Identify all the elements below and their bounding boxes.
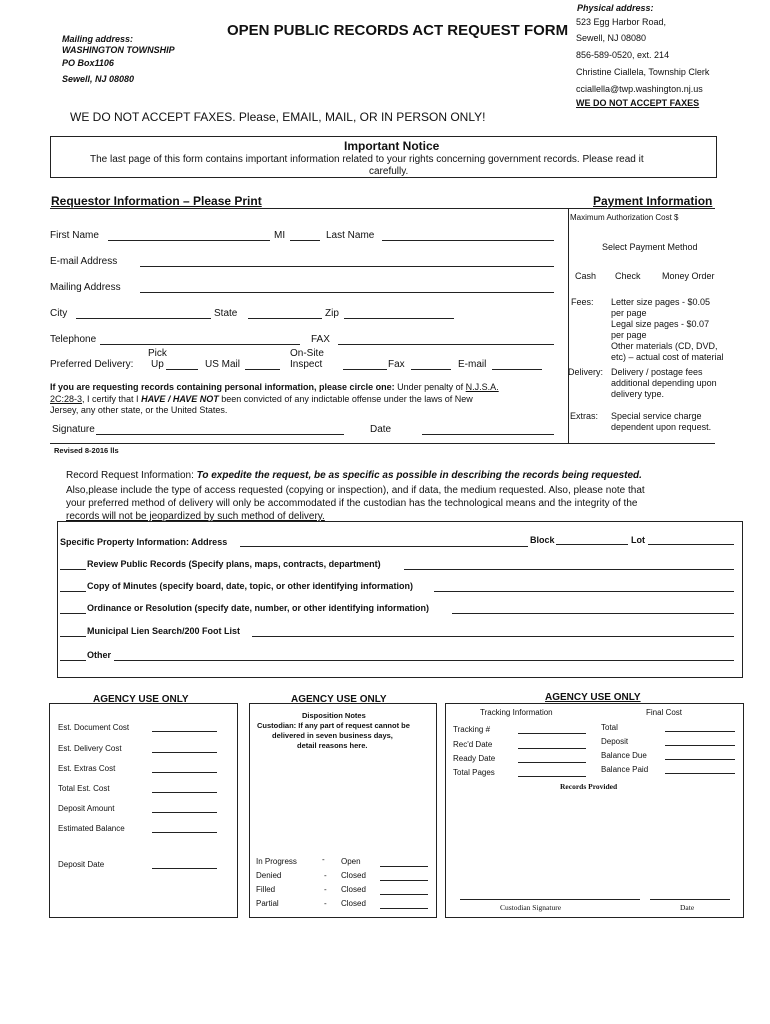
preferred-delivery-label: Preferred Delivery: bbox=[50, 359, 134, 370]
phone-number: 856-589-0520, ext. 214 bbox=[576, 50, 670, 60]
payment-heading: Payment Information bbox=[593, 194, 713, 208]
us-mail-field[interactable] bbox=[245, 369, 280, 370]
email-option-label: E-mail bbox=[458, 359, 487, 370]
custodian-signature-field[interactable] bbox=[460, 899, 640, 900]
mailing-address-label: Mailing Address bbox=[50, 282, 121, 293]
estimated-balance-field[interactable] bbox=[152, 832, 217, 833]
records-intro-line3: your preferred method of delivery will only be accommodated if the custodian has the technological means and the integrity of the bbox=[66, 498, 638, 509]
status-in-progress[interactable]: In Progress bbox=[256, 857, 297, 866]
inspect-field[interactable] bbox=[343, 369, 387, 370]
est-delivery-cost-label: Est. Delivery Cost bbox=[58, 744, 122, 753]
block-field[interactable] bbox=[556, 544, 628, 545]
mailing-label: Mailing address: bbox=[62, 34, 134, 44]
pickup-field[interactable] bbox=[166, 369, 198, 370]
agency-heading-1: AGENCY USE ONLY bbox=[93, 694, 189, 705]
physical-street: 523 Egg Harbor Road, bbox=[576, 17, 667, 27]
tracking-number-label: Tracking # bbox=[453, 725, 491, 734]
fax-option-label: Fax bbox=[388, 359, 405, 370]
cert-part-1b: Under penalty of bbox=[397, 382, 464, 392]
balance-due-field[interactable] bbox=[665, 759, 735, 760]
money-order-option[interactable]: Money Order bbox=[662, 271, 715, 281]
revised-note: Revised 8-2016 lls bbox=[54, 446, 119, 455]
date-field[interactable] bbox=[422, 434, 554, 435]
balance-due-label: Balance Due bbox=[601, 751, 647, 760]
cert-part-2a: 2C:28-3 bbox=[50, 394, 83, 404]
total-est-cost-field[interactable] bbox=[152, 792, 217, 793]
mi-label: MI bbox=[274, 230, 286, 241]
address-field[interactable] bbox=[240, 546, 528, 547]
clerk-email: cciallella@twp.washington.nj.us bbox=[576, 84, 703, 94]
est-document-cost-field[interactable] bbox=[152, 731, 217, 732]
city-field[interactable] bbox=[76, 318, 211, 319]
no-fax-banner: WE DO NOT ACCEPT FAXES. Please, EMAIL, MAIL, OR IN PERSON ONLY! bbox=[70, 110, 486, 124]
block-label: Block bbox=[530, 535, 555, 545]
mailing-box: PO Box1106 bbox=[62, 58, 114, 68]
balance-paid-field[interactable] bbox=[665, 773, 735, 774]
est-delivery-cost-field[interactable] bbox=[152, 752, 217, 753]
date-label: Date bbox=[370, 424, 392, 435]
ordinance-field[interactable] bbox=[452, 613, 734, 614]
lot-label: Lot bbox=[631, 535, 645, 545]
status-dash: - bbox=[322, 855, 325, 864]
payment-divider bbox=[568, 208, 569, 443]
check-option[interactable]: Check bbox=[615, 271, 641, 281]
records-intro-label: Record Request Information: bbox=[66, 470, 194, 481]
est-extras-cost-field[interactable] bbox=[152, 772, 217, 773]
agency-box-tracking bbox=[445, 703, 744, 918]
extras-line: dependent upon request. bbox=[611, 422, 712, 432]
copy-minutes-field[interactable] bbox=[434, 591, 734, 592]
est-document-cost-label: Est. Document Cost bbox=[58, 723, 130, 732]
fees-line: Letter size pages - $0.05 bbox=[611, 297, 711, 307]
lien-checkbox-line[interactable] bbox=[60, 636, 86, 637]
review-records-label: Review Public Records (Specify plans, maps, contracts, department) bbox=[87, 559, 381, 569]
status-closed-1[interactable]: Closed bbox=[341, 871, 366, 880]
inspect-label: Inspect bbox=[290, 359, 323, 370]
status-open[interactable]: Open bbox=[341, 857, 361, 866]
ordinance-checkbox-line[interactable] bbox=[60, 613, 86, 614]
select-payment-label: Select Payment Method bbox=[602, 242, 698, 252]
fees-line: Legal size pages - $0.07 bbox=[611, 319, 710, 329]
email-option-field[interactable] bbox=[492, 369, 542, 370]
final-deposit-label: Deposit bbox=[601, 737, 629, 746]
status-closed-1-field[interactable] bbox=[380, 880, 428, 881]
first-name-field[interactable] bbox=[108, 240, 270, 241]
signature-label: Signature bbox=[52, 424, 95, 435]
us-mail-label: US Mail bbox=[205, 359, 241, 370]
status-dash: - bbox=[324, 885, 327, 894]
final-cost-title: Final Cost bbox=[646, 708, 683, 717]
status-closed-3[interactable]: Closed bbox=[341, 899, 366, 908]
cert-part-1a: If you are requesting records containing personal information, please circle one: bbox=[50, 382, 395, 392]
recd-date-label: Rec'd Date bbox=[453, 740, 493, 749]
extras-label: Extras: bbox=[570, 411, 599, 421]
extras-details bbox=[611, 411, 711, 433]
total-est-cost-label: Total Est. Cost bbox=[58, 784, 110, 793]
max-auth-label: Maximum Authorization Cost $ bbox=[570, 213, 679, 222]
email-field[interactable] bbox=[140, 266, 554, 267]
deposit-date-label: Deposit Date bbox=[58, 860, 105, 869]
city-label: City bbox=[50, 308, 68, 319]
delivery-line: additional depending upon bbox=[611, 378, 717, 388]
recd-date-field[interactable] bbox=[518, 748, 586, 749]
no-fax-small: WE DO NOT ACCEPT FAXES bbox=[576, 98, 700, 108]
status-denied[interactable]: Denied bbox=[256, 871, 282, 880]
status-open-field[interactable] bbox=[380, 866, 428, 867]
fax-label: FAX bbox=[311, 334, 330, 345]
status-partial[interactable]: Partial bbox=[256, 899, 279, 908]
copy-minutes-label: Copy of Minutes (specify board, date, topic, or other identifying information) bbox=[87, 581, 414, 591]
section-bottom-rule bbox=[50, 443, 715, 444]
cert-part-1c: N.J.S.A. bbox=[465, 382, 499, 392]
last-name-field[interactable] bbox=[382, 240, 554, 241]
cash-option[interactable]: Cash bbox=[575, 271, 597, 281]
delivery-details bbox=[611, 367, 717, 400]
review-records-field[interactable] bbox=[404, 569, 734, 570]
fax-option-field[interactable] bbox=[411, 369, 451, 370]
section-top-rule bbox=[50, 208, 715, 209]
ready-date-field[interactable] bbox=[518, 762, 586, 763]
telephone-label: Telephone bbox=[50, 334, 97, 345]
mailing-city: Sewell, NJ 08080 bbox=[62, 74, 135, 84]
state-label: State bbox=[214, 308, 238, 319]
status-closed-2[interactable]: Closed bbox=[341, 885, 366, 894]
estimated-balance-label: Estimated Balance bbox=[58, 824, 125, 833]
notice-line2: carefully. bbox=[369, 166, 409, 177]
have-have-not-choice[interactable]: HAVE / HAVE NOT bbox=[141, 394, 219, 404]
last-name-label: Last Name bbox=[326, 230, 375, 241]
tracking-title: Tracking Information bbox=[480, 708, 553, 717]
cert-line-2 bbox=[50, 394, 473, 404]
notice-title: Important Notice bbox=[344, 139, 440, 153]
records-intro-line4: records will not be jeopardized by such method of delivery. bbox=[66, 511, 325, 522]
fees-line: Other materials (CD, DVD, bbox=[611, 341, 718, 351]
delivery-line: delivery type. bbox=[611, 389, 665, 399]
fees-line: per page bbox=[611, 308, 647, 318]
cert-line-3: Jersey, any other state, or the United States. bbox=[50, 405, 228, 415]
fees-line: per page bbox=[611, 330, 647, 340]
lot-field[interactable] bbox=[648, 544, 734, 545]
delivery-line: Delivery / postage fees bbox=[611, 367, 703, 377]
mailing-name: WASHINGTON TOWNSHIP bbox=[62, 45, 175, 55]
agency-heading-2: AGENCY USE ONLY bbox=[291, 694, 387, 705]
records-provided-label: Records Provided bbox=[560, 782, 618, 791]
state-field[interactable] bbox=[248, 318, 322, 319]
review-checkbox-line[interactable] bbox=[60, 569, 86, 570]
telephone-field[interactable] bbox=[100, 344, 300, 345]
cert-part-2d: been convicted of any indictable offense under the laws of New bbox=[221, 394, 473, 404]
ready-date-label: Ready Date bbox=[453, 754, 496, 763]
email-label: E-mail Address bbox=[50, 256, 118, 267]
extras-line: Special service charge bbox=[611, 411, 702, 421]
tracking-number-field[interactable] bbox=[518, 733, 586, 734]
records-intro-bold: To expedite the request, be as specific as possible in describing the records being requested. bbox=[196, 470, 642, 481]
fees-label: Fees: bbox=[571, 297, 594, 307]
cert-part-2b: , I certify that I bbox=[82, 394, 139, 404]
disposition-line3: detail reasons here. bbox=[297, 741, 368, 750]
signature-field[interactable] bbox=[96, 434, 344, 435]
lien-search-field[interactable] bbox=[252, 636, 734, 637]
disposition-line2: delivered in seven business days, bbox=[272, 731, 393, 740]
notice-line1: The last page of this form contains important information related to your rights concerning government records. Please read it bbox=[90, 154, 644, 165]
specific-property-label: Specific Property Information: Address bbox=[60, 537, 228, 547]
est-extras-cost-label: Est. Extras Cost bbox=[58, 764, 116, 773]
custodian-signature-label: Custodian Signature bbox=[500, 903, 562, 912]
status-dash: - bbox=[324, 871, 327, 880]
physical-label: Physical address: bbox=[577, 3, 654, 13]
mi-field[interactable] bbox=[290, 240, 320, 241]
up-label: Up bbox=[151, 359, 164, 370]
clerk-name: Christine Ciallela, Township Clerk bbox=[576, 67, 710, 77]
records-intro-line2: Also,please include the type of access requested (copying or inspection), and if data, the medium requested. Also, please note that bbox=[66, 485, 645, 496]
final-deposit-field[interactable] bbox=[665, 745, 735, 746]
custodian-date-field[interactable] bbox=[650, 899, 730, 900]
ordinance-label: Ordinance or Resolution (specify date, number, or other identifying information) bbox=[87, 603, 430, 613]
zip-label: Zip bbox=[325, 308, 339, 319]
final-total-label: Total bbox=[601, 723, 618, 732]
pick-label: Pick bbox=[148, 348, 167, 359]
deposit-amount-field[interactable] bbox=[152, 812, 217, 813]
final-total-field[interactable] bbox=[665, 731, 735, 732]
fax-field[interactable] bbox=[338, 344, 554, 345]
physical-city: Sewell, NJ 08080 bbox=[576, 33, 647, 43]
status-closed-3-field[interactable] bbox=[380, 908, 428, 909]
first-name-label: First Name bbox=[50, 230, 99, 241]
other-checkbox-line[interactable] bbox=[60, 660, 86, 661]
onsite-label: On-Site bbox=[290, 348, 324, 359]
agency-heading-3: AGENCY USE ONLY bbox=[545, 692, 641, 703]
fees-line: etc) – actual cost of material bbox=[611, 352, 724, 362]
disposition-title: Disposition Notes bbox=[302, 711, 366, 720]
fees-details bbox=[611, 297, 724, 363]
zip-field[interactable] bbox=[344, 318, 454, 319]
status-filled[interactable]: Filled bbox=[256, 885, 276, 894]
other-label: Other bbox=[87, 650, 112, 660]
total-pages-label: Total Pages bbox=[453, 768, 495, 777]
delivery-label: Delivery: bbox=[568, 367, 604, 377]
copy-minutes-checkbox-line[interactable] bbox=[60, 591, 86, 592]
total-pages-field[interactable] bbox=[518, 776, 586, 777]
requestor-heading: Requestor Information – Please Print bbox=[51, 194, 262, 208]
records-intro-line1 bbox=[66, 470, 642, 481]
disposition-line1: Custodian: If any part of request cannot be bbox=[257, 721, 410, 730]
cert-line-1 bbox=[50, 382, 499, 392]
deposit-date-field[interactable] bbox=[152, 868, 217, 869]
lien-search-label: Municipal Lien Search/200 Foot List bbox=[87, 626, 241, 636]
deposit-amount-label: Deposit Amount bbox=[58, 804, 115, 813]
mailing-address-field[interactable] bbox=[140, 292, 554, 293]
status-dash: - bbox=[324, 899, 327, 908]
custodian-date-label: Date bbox=[680, 903, 695, 912]
other-field[interactable] bbox=[114, 660, 734, 661]
form-title: OPEN PUBLIC RECORDS ACT REQUEST FORM bbox=[227, 22, 569, 39]
status-closed-2-field[interactable] bbox=[380, 894, 428, 895]
balance-paid-label: Balance Paid bbox=[601, 765, 649, 774]
